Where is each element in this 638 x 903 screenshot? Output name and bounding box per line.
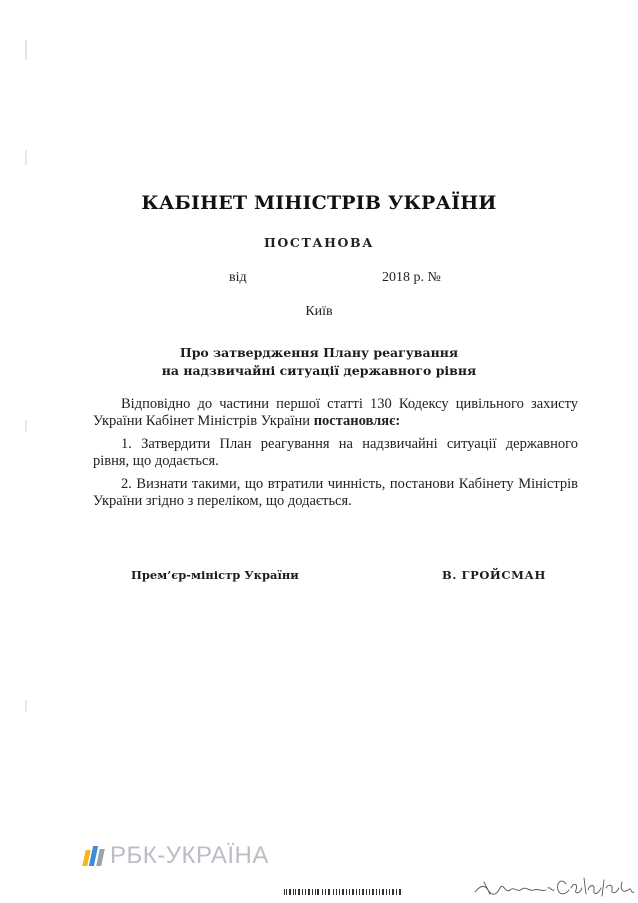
preamble-paragraph bbox=[93, 396, 578, 430]
barcode-icon bbox=[284, 889, 402, 895]
document-subject bbox=[0, 344, 638, 380]
preamble-text: Відповідно до частини першої статті 130 Кодексу цивільного захисту України Кабінет Міністрів України bbox=[93, 396, 578, 429]
rbk-logo-icon bbox=[84, 846, 104, 866]
watermark-text: РБК-УКРАЇНА bbox=[110, 842, 269, 869]
item-2-paragraph: 2. Визнати такими, що втратили чинність, постанови Кабінету Міністрів України згідно з переліком, що додається. bbox=[93, 476, 578, 509]
document-type: ПОСТАНОВА bbox=[264, 235, 374, 250]
signatory-name: В. ГРОЙСМАН bbox=[442, 568, 546, 582]
subject-line-1: Про затвердження Плану реагування bbox=[179, 345, 459, 360]
date-prefix: від bbox=[229, 270, 247, 285]
signatory-position: Прем’єр-міністр України bbox=[131, 568, 299, 582]
item-1-paragraph: 1. Затвердити План реагування на надзвичайні ситуації державного рівня, що додається. bbox=[93, 436, 578, 469]
document-body bbox=[93, 396, 578, 516]
scan-edge-marks bbox=[25, 0, 27, 903]
organization-title: КАБІНЕТ МІНІСТРІВ УКРАЇНИ bbox=[141, 192, 497, 214]
city: Київ bbox=[305, 304, 333, 319]
handwritten-signatures-icon bbox=[470, 868, 638, 903]
watermark bbox=[84, 842, 269, 870]
preamble-resolves: постановляє: bbox=[313, 413, 401, 429]
subject-line-2: на надзвичайні ситуації державного рівня bbox=[161, 363, 477, 378]
date-year-number: 2018 р. № bbox=[382, 270, 441, 285]
